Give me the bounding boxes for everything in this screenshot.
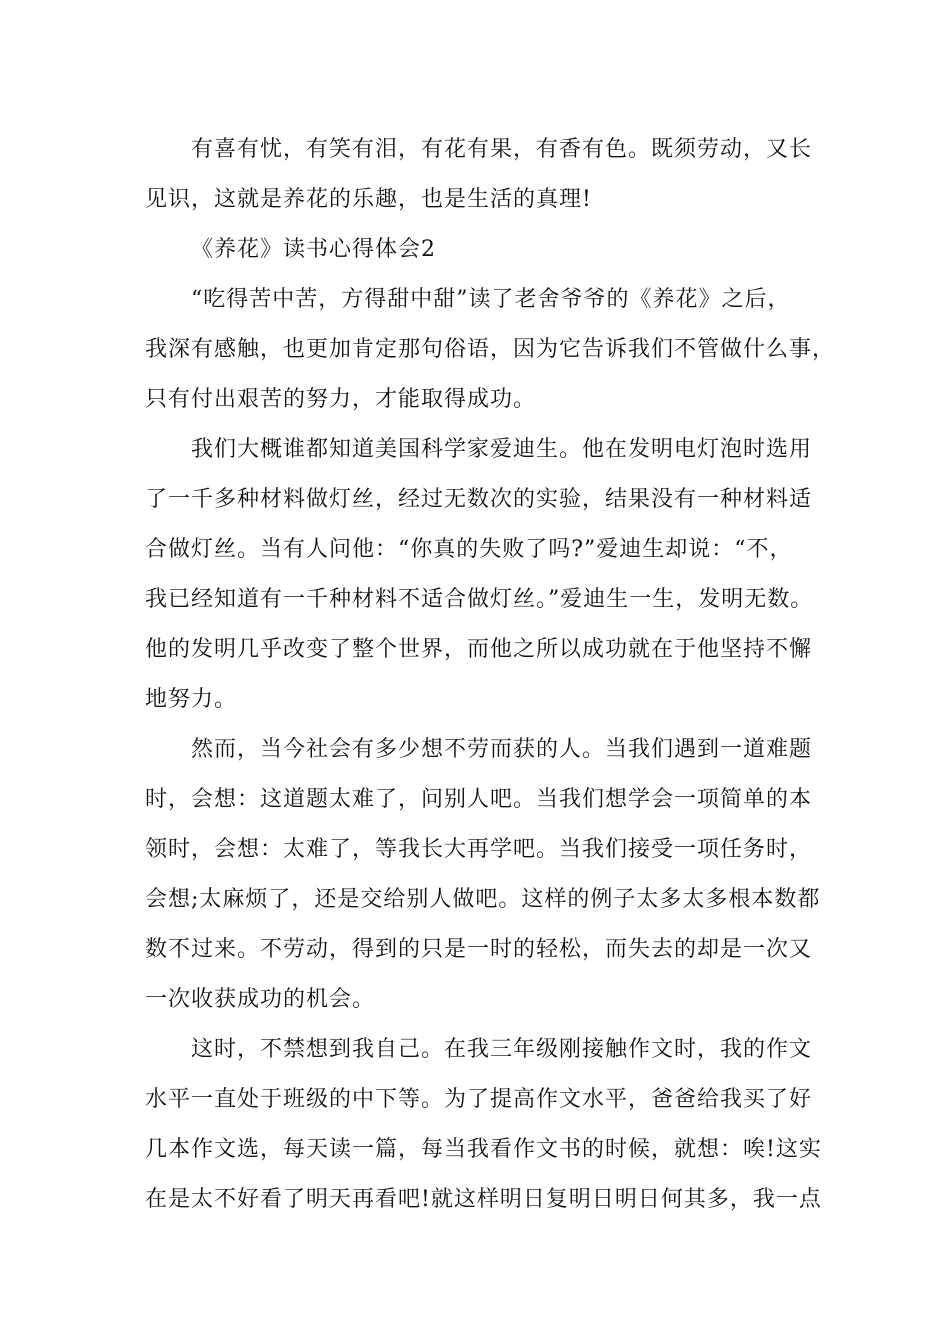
paragraph [145,725,825,1025]
text-line: 见识，这就是养花的乐趣，也是生活的真理! [145,187,592,212]
text-line: 几本作文选，每天读一篇，每当我看作文书的时候，就想：唉!这实 [145,1137,822,1162]
paragraph [145,425,825,725]
text-line: 我深有感触，也更加肯定那句俗语，因为它告诉我们不管做什么事， [145,337,836,362]
paragraph [145,1025,825,1225]
text-line: 我们大概谁都知道美国科学家爱迪生。他在发明电灯泡时选用 [191,437,813,462]
paragraph [145,125,825,225]
paragraph [145,275,836,425]
text-line: 数不过来。不劳动，得到的只是一时的轻松，而失去的却是一次又 [145,937,813,962]
document-body [145,125,836,1225]
section-heading [145,225,825,275]
text-line: 我已经知道有一千种材料不适合做灯丝。”爱迪生一生，发明无数。 [145,587,814,612]
text-line: 有喜有忧，有笑有泪，有花有果，有香有色。既须劳动，又长 [191,137,813,162]
text-line: 一次收获成功的机会。 [145,987,376,1012]
text-line: 水平一直处于班级的中下等。为了提高作文水平，爸爸给我买了好 [145,1087,813,1112]
text-line: 合做灯丝。当有人问他：“你真的失败了吗?”爱迪生却说：“不， [145,537,793,562]
text-line: 会想;太麻烦了，还是交给别人做吧。这样的例子太多太多根本数都 [145,887,821,912]
text-line: 只有付出艰苦的努力，才能取得成功。 [145,387,537,412]
text-line: 这时，不禁想到我自己。在我三年级刚接触作文时，我的作文 [191,1037,813,1062]
text-line: 他的发明几乎改变了整个世界，而他之所以成功就在于他坚持不懈 [145,637,813,662]
text-line: 领时，会想：太难了，等我长大再学吧。当我们接受一项任务时， [145,837,813,862]
text-line: 然而，当今社会有多少想不劳而获的人。当我们遇到一道难题 [191,737,813,762]
text-line: 了一千多种材料做灯丝，经过无数次的实验，结果没有一种材料适 [145,487,813,512]
text-line: “吃得苦中苦，方得甜中甜”读了老舍爷爷的《养花》之后， [191,287,791,312]
text-line: 时，会想：这道题太难了，问别人吧。当我们想学会一项简单的本 [145,787,813,812]
heading-text: 《养花》读书心得体会2 [191,237,436,262]
text-line: 地努力。 [145,687,238,712]
text-line: 在是太不好看了明天再看吧!就这样明日复明日明日何其多，我一点 [145,1187,822,1212]
